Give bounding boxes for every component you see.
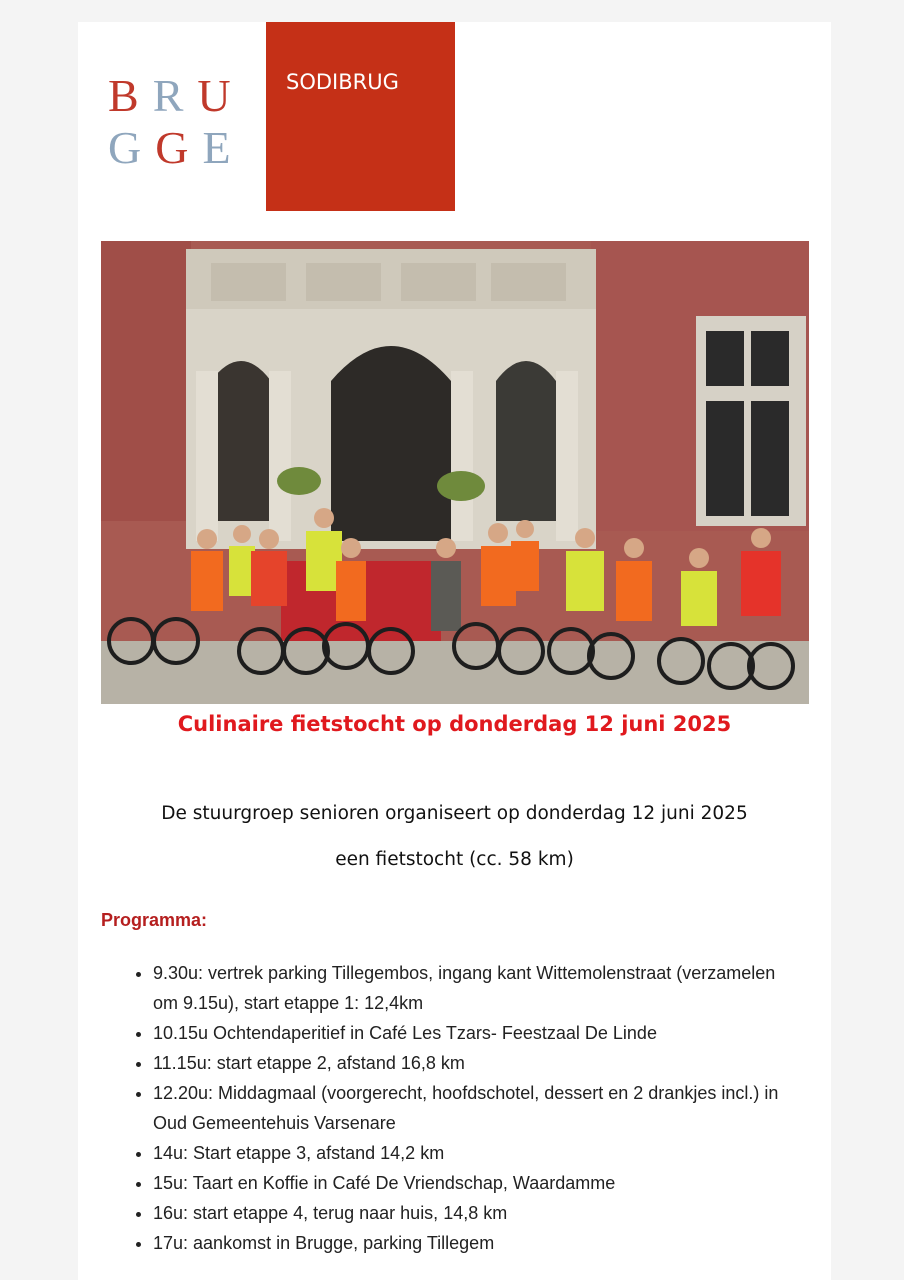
intro-line: een fietstocht (cc. 58 km) bbox=[335, 849, 574, 870]
intro-line: De stuurgroep senioren organiseert op donderdag 12 juni 2025 bbox=[161, 803, 748, 824]
brugge-logo bbox=[108, 70, 245, 174]
list-item: • 11.15u: start etappe 2, afstand 16,8 km bbox=[153, 1048, 801, 1078]
list-item: • 10.15u Ochtendaperitief in Café Les Tzars- Feestzaal De Linde bbox=[153, 1018, 801, 1048]
photo-illustration bbox=[101, 241, 809, 704]
logo-letter: U bbox=[197, 70, 245, 121]
list-item: • 14u: Start etappe 3, afstand 14,2 km bbox=[153, 1138, 801, 1168]
logo-letter: G bbox=[155, 122, 203, 173]
event-headline: Culinaire fietstocht op donderdag 12 juni 2025 bbox=[177, 712, 732, 736]
logo-letter: G bbox=[108, 122, 156, 173]
program-list bbox=[101, 958, 801, 1258]
sodibrug-label: SODIBRUG bbox=[286, 70, 399, 94]
logo-letter: B bbox=[108, 70, 153, 121]
intro-text bbox=[78, 791, 831, 883]
sodibrug-logo bbox=[266, 22, 455, 211]
program-title: Programma: bbox=[101, 910, 208, 930]
list-item: • 9.30u: vertrek parking Tillegembos, ingang kant Wittemolenstraat (verzamelen om 9.15u), start etappe 1: 12,4km bbox=[153, 958, 801, 1018]
logo-letter: R bbox=[152, 70, 198, 121]
list-item: • 16u: start etappe 4, terug naar huis, 14,8 km bbox=[153, 1198, 801, 1228]
list-item: • 12.20u: Middagmaal (voorgerecht, hoofdschotel, dessert en 2 drankjes incl.) in Oud Gemeentehuis Varsenare bbox=[153, 1078, 801, 1138]
list-item: • 17u: aankomst in Brugge, parking Tillegem bbox=[153, 1228, 801, 1258]
list-item: • 15u: Taart en Koffie in Café De Vriendschap, Waardamme bbox=[153, 1168, 801, 1198]
logo-letter: E bbox=[202, 122, 245, 173]
group-photo bbox=[101, 241, 809, 704]
